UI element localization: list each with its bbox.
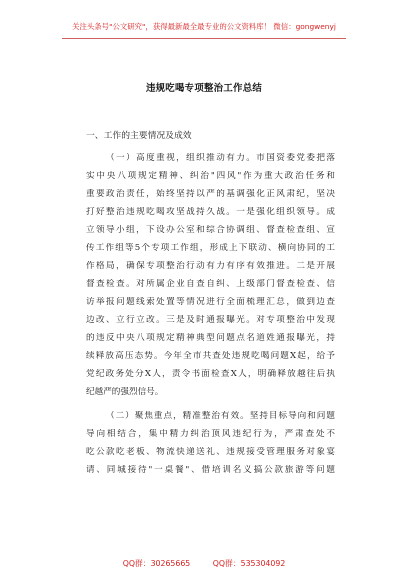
paragraph-line: 作格局，确保专项整治行动有力有序有效推进。二是开展 [86,261,335,271]
paragraph-line: 实中央八项规定精神、纠治"四风"作为重大政治任务和 [86,171,335,181]
paragraph-line: 续释放高压态势。今年全市共查处违规吃喝问题X起，给予 [86,351,335,361]
header-banner: 关注头条号"公文研究"，获得最新最全最专业的公文资料库！ 微信：gongwenyj [72,22,336,31]
paragraph-line: 边改、立行立改。三是及时通报曝光。对专项整治中发现 [86,315,335,325]
paragraph-line: 打好整治违规吃喝攻坚战持久战。一是强化组织领导。成 [86,207,335,217]
paragraph-line: 导向相结合，集中精力纠治顶风违纪行为，严肃查处不 [86,429,335,439]
paragraph-line: 重要政治责任，始终坚持以严的基调强化正风肃纪，坚决 [86,189,335,199]
footer-contact [0,558,408,569]
footer-qq-group-2: QQ群：535304092 [212,559,286,568]
paragraph-line: 党纪政务处分X人，责令书面检查X人，明确释放越往后执 [86,369,335,379]
paragraph-line: 吃公款吃老板、物流快递送礼、违规接受管理服务对象宴 [86,447,335,457]
header-divider [62,38,346,39]
paragraph-line: 纪越严的强烈信号。 [86,387,164,397]
paragraph-line: 请、同城接待"一桌餐"、借培训名义搞公款旅游等问题 [86,465,335,475]
section-heading: 一、工作的主要情况及成效 [86,131,192,141]
paragraph-line: 传工作组等5个专项工作组，形成上下联动、横向协同的工 [86,243,335,253]
footer-qq-group-1: QQ群：30265665 [122,559,191,568]
paragraph-line: 立领导小组，下设办公室和综合协调组、督查检查组、宣 [86,225,335,235]
paragraph-line: （一）高度重视，组织推动有力。市国资委党委把落 [106,153,335,163]
paragraph-line: 访举报问题线索处置等情况进行全面梳理汇总，做到边查 [86,297,335,307]
paragraph-line: 的违反中央八项规定精神典型问题点名道姓通报曝光，持 [86,333,335,343]
document-title: 违规吃喝专项整治工作总结 [145,83,263,94]
paragraph-line: 督查检查。对所属企业自查自纠、上级部门督查检查、信 [86,279,335,289]
paragraph-line: （二）聚焦重点，精准整治有效。坚持目标导向和问题 [106,411,335,421]
